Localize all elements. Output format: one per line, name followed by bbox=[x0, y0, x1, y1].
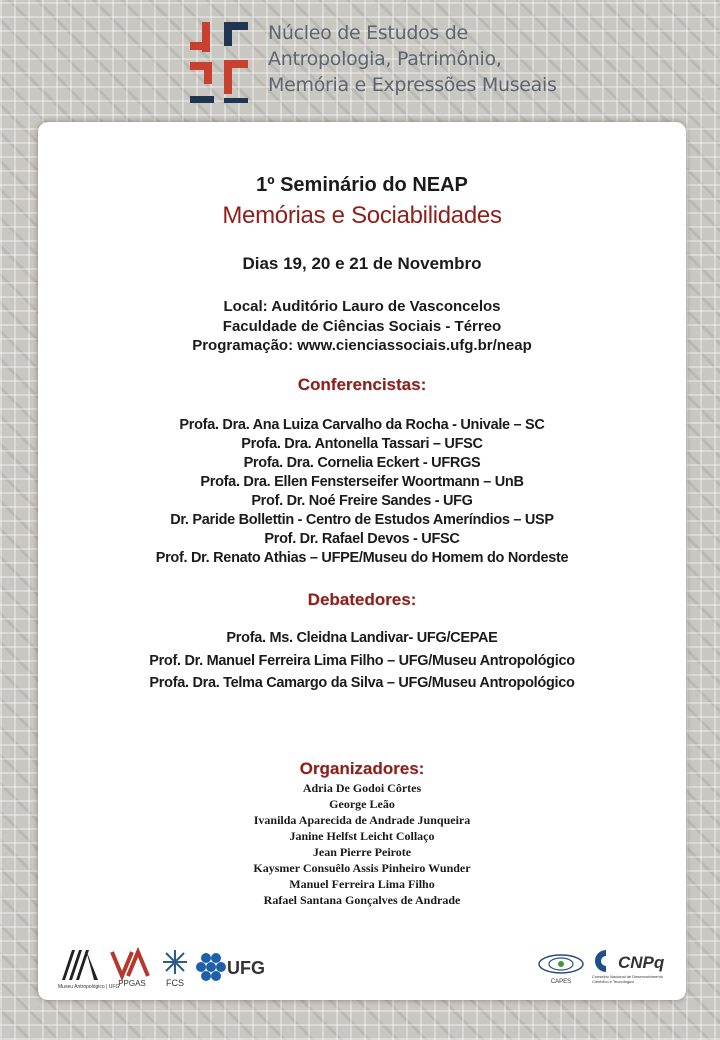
ufg-logo-icon bbox=[196, 948, 276, 984]
speaker-item: Profa. Dra. Ellen Fensterseifer Woortmann – UnB bbox=[200, 474, 524, 490]
speaker-item: Prof. Dr. Noé Freire Sandes - UFG bbox=[251, 493, 473, 509]
organizer-item: Adria De Godoi Côrtes bbox=[302, 781, 422, 795]
neap-header bbox=[186, 14, 557, 106]
capes-logo-icon bbox=[536, 950, 586, 986]
capes-label: CAPES bbox=[550, 979, 572, 985]
organizer-item: Jean Pierre Peirote bbox=[312, 845, 412, 859]
event-faculty: Faculdade de Ciências Sociais - Térreo bbox=[222, 318, 502, 335]
debater-item: Prof. Dr. Manuel Ferreira Lima Filho – UFG/Museu Antropológico bbox=[149, 653, 575, 669]
cnpq-caption-2: Científico e Tecnológico bbox=[592, 979, 635, 984]
speaker-item: Prof. Dr. Rafael Devos - UFSC bbox=[264, 531, 460, 547]
neap-name-line1: Núcleo de Estudos de bbox=[268, 22, 468, 44]
organizer-item: Rafael Santana Gonçalves de Andrade bbox=[263, 893, 461, 907]
speaker-item: Profa. Dra. Antonella Tassari – UFSC bbox=[241, 436, 483, 452]
debater-item: Profa. Dra. Telma Camargo da Silva – UFG/Museu Antropológico bbox=[149, 675, 575, 691]
organizer-item: Janine Helfst Leicht Collaço bbox=[289, 829, 435, 843]
cnpq-caption-1: Conselho Nacional de Desenvolvimento bbox=[592, 974, 663, 979]
neap-name-line2: Antropologia, Patrimônio, bbox=[268, 48, 502, 70]
museu-caption: Museu Antropológico | UFG bbox=[58, 984, 120, 990]
ppgas-logo-icon bbox=[110, 946, 154, 990]
fcs-label: FCS bbox=[166, 978, 184, 988]
fcs-logo-icon bbox=[160, 946, 190, 990]
speaker-item: Prof. Dr. Renato Athias – UFPE/Museu do Homem do Nordeste bbox=[155, 550, 569, 566]
speaker-item: Profa. Dra. Ana Luiza Carvalho da Rocha - Univale – SC bbox=[179, 417, 545, 433]
organizer-item: George Leão bbox=[329, 797, 395, 811]
cnpq-logo-icon bbox=[592, 946, 672, 986]
event-location: Local: Auditório Lauro de Vasconcelos bbox=[223, 298, 501, 315]
event-subtitle: Memórias e Sociabilidades bbox=[222, 202, 502, 229]
event-program-link[interactable]: Programação: www.cienciassociais.ufg.br/neap bbox=[192, 337, 532, 354]
neap-name bbox=[268, 20, 558, 98]
debaters-heading: Debatedores: bbox=[307, 590, 417, 609]
neap-name-line3: Memória e Expressões Museais bbox=[268, 74, 557, 96]
ppgas-label: PPGAS bbox=[118, 979, 146, 988]
ufg-label: UFG bbox=[227, 958, 265, 978]
event-dates: Dias 19, 20 e 21 de Novembro bbox=[242, 254, 482, 273]
event-title: 1º Seminário do NEAP bbox=[256, 174, 468, 196]
speaker-item: Dr. Paride Bollettin - Centro de Estudos Ameríndios – USP bbox=[170, 512, 554, 528]
cnpq-label: CNPq bbox=[618, 953, 665, 972]
organizer-item: Ivanilda Aparecida de Andrade Junqueira bbox=[253, 813, 471, 827]
organizer-item: Manuel Ferreira Lima Filho bbox=[289, 877, 435, 891]
sponsor-logos bbox=[38, 938, 686, 988]
organizers-heading: Organizadores: bbox=[299, 759, 425, 778]
museu-antropologico-logo-icon bbox=[58, 946, 120, 990]
neap-logo-icon bbox=[188, 18, 252, 106]
poster-card bbox=[38, 122, 686, 1000]
debater-item: Profa. Ms. Cleidna Landivar- UFG/CEPAE bbox=[226, 630, 498, 646]
speakers-heading: Conferencistas: bbox=[297, 375, 427, 394]
speaker-item: Profa. Dra. Cornelia Eckert - UFRGS bbox=[243, 455, 481, 471]
organizer-item: Kaysmer Consuêlo Assis Pinheiro Wunder bbox=[253, 861, 471, 875]
